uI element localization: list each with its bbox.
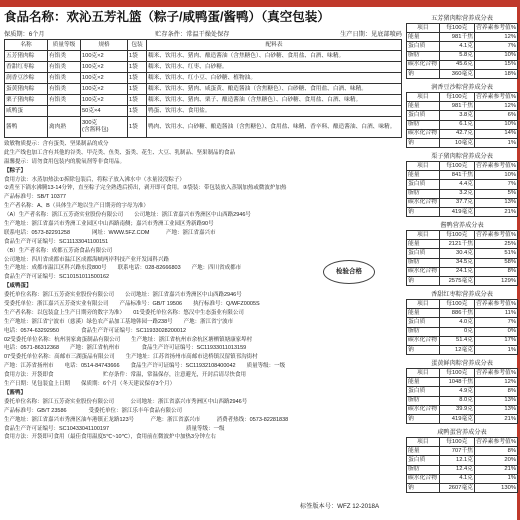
body-line: 食用方法：开袋即可食用（最佳食用温度5℃~10℃），食用前在微波炉中加热3分钟左右	[4, 434, 217, 441]
cell-grade: 有馅类	[48, 51, 81, 62]
nutrition-header-row	[407, 369, 518, 378]
nutrition-row	[407, 189, 518, 198]
col-header-ingredients: 配料表	[147, 40, 402, 51]
nutrient-name: 脂肪	[407, 327, 440, 336]
nutrition-row	[407, 396, 518, 405]
nutrient-amount: 2607毫克	[439, 483, 475, 492]
nutrition-table-title: 栗子猪肉粽营养成分表	[431, 153, 493, 160]
meta-row	[4, 31, 402, 38]
body-line: 公司地址：四川省成都市温江区成都海峡两岸科技产业开发园科兴路	[4, 256, 170, 263]
nutrition-table	[406, 428, 518, 493]
cell-spec: 100克×2	[81, 95, 128, 106]
inspection-stamp: 检验合格	[323, 260, 375, 284]
nutrition-row	[407, 138, 518, 147]
nutrient-name: 钠	[407, 276, 440, 285]
table-row	[5, 95, 402, 106]
nutrient-nrv: 1%	[475, 138, 518, 147]
nutrient-amount: 1048千焦	[439, 378, 475, 387]
nutrient-amount: 12毫克	[439, 345, 474, 354]
nutrient-nrv: 7%	[475, 180, 518, 189]
nutrition-row	[407, 483, 518, 492]
nutrition-row	[407, 258, 518, 267]
body-line: 产地：江苏省扬州市 电话：0514-84743666 食品生产许可证编号：SC11932108400042 质量等级：一级	[4, 363, 286, 370]
nutrient-name: 钠	[407, 345, 440, 354]
cell-spec	[81, 117, 128, 138]
cell-grade: 禽肉熟	[48, 117, 81, 138]
col-header-pack: 包装	[128, 40, 147, 51]
nutrient-nrv: 14%	[475, 129, 518, 138]
nutrient-name: 钠	[407, 138, 440, 147]
nutrient-amount: 360毫克	[439, 69, 474, 78]
nutrient-name: 碳水化合物	[407, 198, 440, 207]
nutrition-table-title: 蛋黄鲜肉粽营养成分表	[431, 360, 493, 367]
nutrition-col-header: 每100克	[439, 300, 474, 309]
nutrient-name: 碳水化合物	[407, 267, 440, 276]
nutrition-header-row	[407, 162, 518, 171]
nutrition-row	[407, 249, 518, 258]
cell-ingredients: 糯米、饮用水、猪肉、栗子、酿造酱油（含焦糖色）、白砂糖、食用盐、白酒、味精。	[147, 95, 402, 106]
nutrition-row	[407, 207, 518, 216]
cell-spec: 100克×2	[81, 62, 128, 73]
cell-name: 咸鸭蛋	[5, 106, 48, 117]
nutrition-col-header: 每100克	[439, 162, 474, 171]
nutrition-row	[407, 336, 518, 345]
nutrient-name: 钠	[407, 483, 440, 492]
nutrition-row	[407, 240, 518, 249]
nutrition-col-header: 项目	[407, 231, 440, 240]
nutrient-nrv: 129%	[475, 276, 518, 285]
nutrient-name: 脂肪	[407, 258, 440, 267]
nutrition-col-header: 项目	[407, 93, 440, 102]
nutrition-col-header: 营养素参考值%	[475, 300, 518, 309]
nutrient-nrv: 0%	[475, 327, 518, 336]
table-row	[5, 51, 402, 62]
cell-ingredients: 糯米、饮用水、红枣、白砂糖。	[147, 62, 402, 73]
nutrition-row	[407, 198, 518, 207]
nutrient-name: 蛋白质	[407, 42, 440, 51]
table-row	[5, 106, 402, 117]
nutrient-amount: 2575毫克	[439, 276, 475, 285]
cell-spec: 100克×2	[81, 84, 128, 95]
nutrient-name: 碳水化合物	[407, 405, 440, 414]
body-text	[4, 140, 400, 442]
nutrient-name: 能量	[407, 447, 440, 456]
col-header-spec: 规格	[81, 40, 128, 51]
nutrition-col-header: 每100克	[439, 231, 475, 240]
body-line: 产品标准号：GB/T 23586 受委托单位：浙江乐丰年食品有限公司	[4, 407, 183, 414]
nutrition-row	[407, 378, 518, 387]
nutrient-name: 脂肪	[407, 465, 440, 474]
nutrient-name: 蛋白质	[407, 249, 440, 258]
nutrient-nrv: 25%	[475, 240, 518, 249]
nutrient-name: 蛋白质	[407, 318, 440, 327]
nutrient-nrv: 12%	[475, 102, 518, 111]
body-line: 联系电话：0573-82291258 网址：WWW.5FZ.COM 产地：浙江省嘉兴市	[4, 229, 216, 236]
nutrient-name: 脂肪	[407, 51, 440, 60]
cell-spec: 100克×2	[81, 51, 128, 62]
body-line: 电话：0571-86312368 产地：浙江省杭州市 食品生产许可证编号：SC11933011013159	[4, 345, 247, 352]
section-heading: 【酱鸭】	[4, 389, 27, 396]
nutrition-table	[406, 290, 518, 355]
nutrition-table-title: 润香豆沙粽营养成分表	[431, 84, 493, 91]
nutrient-amount: 981千焦	[439, 33, 474, 42]
table-row	[5, 62, 402, 73]
cell-name: 香甜红枣粽	[5, 62, 48, 73]
nutrient-nrv: 1%	[475, 474, 518, 483]
nutrition-row	[407, 60, 518, 69]
nutrient-name: 能量	[407, 378, 440, 387]
body-line: 生产地址：浙江省宁波市（慈溪）绿色农产品加工基地韩园一路238号 产地：浙江省宁波市	[4, 318, 234, 325]
nutrient-nrv: 20%	[475, 456, 518, 465]
body-line: 食品生产许可证编号：SC10151011500162	[4, 274, 110, 281]
body-line: 产品标准号：SB/T 10377	[4, 194, 66, 201]
cell-pack: 1袋	[128, 51, 147, 62]
nutrition-header-row	[407, 231, 518, 240]
nutrient-nrv: 11%	[475, 309, 518, 318]
nutrient-nrv: 1%	[475, 345, 518, 354]
nutrient-nrv: 10%	[475, 120, 518, 129]
nutrition-row	[407, 267, 518, 276]
nutrient-amount: 5.8克	[439, 51, 474, 60]
product-title: 食品名称：欢沁五芳礼篮（粽子/咸鸭蛋/酱鸭）（真空包装）	[4, 10, 330, 24]
nutrient-amount: 12.1克	[439, 456, 475, 465]
nutrition-row	[407, 456, 518, 465]
nutrient-nrv: 8%	[475, 387, 518, 396]
nutrition-col-header: 营养素参考值%	[475, 162, 518, 171]
nutrition-col-header: 每100克	[439, 369, 475, 378]
nutrient-nrv: 12%	[475, 33, 518, 42]
nutrition-row	[407, 171, 518, 180]
cell-ingredients: 鸭肉、饮用水、白砂糖、酿造酱油（含焦糖色）、食用盐、味精、香辛料、酿造酱油、白酒、味精。	[147, 117, 402, 138]
nutrient-nrv: 21%	[475, 207, 518, 216]
nutrition-table-title: 香甜红枣粽营养成分表	[431, 291, 493, 298]
body-line: 生产地址：成都市温江区科兴路东段800号 联系电话：028-82666803 产地：四川省成都市	[4, 265, 242, 272]
duck-spec-note: (含酱料包)	[82, 127, 109, 133]
body-line: 食品生产许可证编号：SC11133041100151	[4, 238, 109, 245]
cell-ingredients: 糯米、饮用水、猪肉、酿造酱油（含焦糖色）、白砂糖、食用盐、白酒、味精。	[147, 51, 402, 62]
nutrient-amount: 0克	[439, 327, 474, 336]
body-line: 生产者名称：A、B（具体生产地以生产日期旁的字母为准）	[4, 203, 149, 210]
nutrient-amount: 12.4克	[439, 465, 475, 474]
nutrient-name: 蛋白质	[407, 180, 440, 189]
nutrient-amount: 39.9克	[439, 405, 475, 414]
nutrient-name: 钠	[407, 414, 440, 423]
nutrient-amount: 4.1克	[439, 474, 475, 483]
nutrition-row	[407, 309, 518, 318]
nutrient-amount: 51.4克	[439, 336, 474, 345]
nutrition-row	[407, 129, 518, 138]
cell-name: 蛋黄猪肉粽	[5, 84, 48, 95]
nutrition-col-header: 每100克	[439, 93, 474, 102]
nutrient-name: 碳水化合物	[407, 129, 440, 138]
ingredient-table-header	[5, 40, 402, 51]
nutrient-nrv: 7%	[475, 42, 518, 51]
body-line: 生产者名称：以包装盒上生产日期旁的数字为准） 01受委托单位名称：悠汉中生态蛋业有限公司	[4, 309, 244, 316]
nutrient-nrv: 21%	[475, 414, 518, 423]
nutrition-row	[407, 465, 518, 474]
nutrition-row	[407, 42, 518, 51]
nutrient-nrv: 18%	[475, 69, 518, 78]
cell-spec: 100克×2	[81, 73, 128, 84]
nutrient-name: 脂肪	[407, 189, 440, 198]
nutrition-col-header: 营养素参考值%	[475, 93, 518, 102]
nutrition-header-row	[407, 93, 518, 102]
nutrient-name: 能量	[407, 309, 440, 318]
body-line: 致敏物质提示：含有蛋类、坚果制品的成分	[4, 141, 109, 147]
body-line: 02受委托单位名称：杭州羽家禽蛋制品有限公司 生产地址：浙江省杭州市余杭区塘栖镇塘康家埠村	[4, 336, 253, 343]
nutrition-header-row	[407, 300, 518, 309]
nutrition-row	[407, 33, 518, 42]
nutrient-name: 蛋白质	[407, 387, 440, 396]
body-line: 生产地址：浙江省嘉兴市秀洲工业园区中山西路南侧；嘉兴市秀洲工业园区秀新路90号	[4, 221, 214, 228]
nutrition-row	[407, 51, 518, 60]
nutrient-amount: 3.8克	[439, 111, 474, 120]
cell-pack: 1袋	[128, 62, 147, 73]
nutrient-amount: 2121千焦	[439, 240, 475, 249]
nutrient-amount: 24.1克	[439, 267, 475, 276]
duck-spec: 300克	[82, 120, 98, 127]
body-line: 食用方法：水蒸加热法①拆除包装后，将粽子放入沸水中（水量浸没粽子）	[4, 176, 185, 183]
nutrient-name: 碳水化合物	[407, 336, 440, 345]
nutrient-name: 蛋白质	[407, 456, 440, 465]
nutrient-amount: 8.0克	[439, 396, 475, 405]
col-header-grade: 质量等级	[48, 40, 81, 51]
col-header-name: 名称	[5, 40, 48, 51]
body-line: 食品生产许可证编号：SC10433041100197 质量等级：一级	[4, 425, 225, 432]
nutrient-name: 碳水化合物	[407, 474, 440, 483]
nutrition-table	[406, 359, 518, 424]
cell-grade: 有馅类	[48, 73, 81, 84]
nutrient-nrv: 8%	[475, 447, 518, 456]
nutrition-row	[407, 111, 518, 120]
nutrient-nrv: 15%	[475, 60, 518, 69]
nutrient-amount: 4.4克	[439, 180, 474, 189]
nutrition-row	[407, 69, 518, 78]
nutrition-col-header: 营养素参考值%	[475, 24, 518, 33]
nutrition-col-header: 项目	[407, 369, 440, 378]
cell-pack: 1袋	[128, 117, 147, 138]
nutrition-row	[407, 327, 518, 336]
nutrient-nrv: 10%	[475, 171, 518, 180]
shelf-life: 保质期：6个月	[4, 31, 45, 38]
section-heading: 【咸鸭蛋】	[4, 283, 32, 290]
nutrient-amount: 3.2克	[439, 189, 474, 198]
body-line: 此生产线也加工含有其他的谷类、甲壳类、鱼类、蛋类、花生、大豆、乳制品、坚果制品的食品	[4, 149, 236, 156]
nutrient-name: 钠	[407, 207, 440, 216]
body-line: （A）生产者名称：浙江五芳斋实业股份有限公司 公司地址：浙江省嘉兴市秀洲区中山西路2946号	[4, 212, 251, 219]
nutrient-name: 脂肪	[407, 396, 440, 405]
cell-pack: 1袋	[128, 95, 147, 106]
nutrition-row	[407, 318, 518, 327]
nutrition-row	[407, 120, 518, 129]
cell-ingredients: 糯米、饮用水、猪肉、咸蛋黄、酿造酱油（含焦糖色）、白砂糖、食用盐、白酒、味精。	[147, 84, 402, 95]
body-line: 委托单位名称：浙江五芳斋实业股份有限公司 公司地址：浙江省嘉兴市秀洲区中山西路2946号	[4, 398, 248, 405]
nutrient-nrv: 130%	[475, 483, 518, 492]
storage-condition: 贮存条件：常温干燥处保存	[155, 31, 230, 38]
nutrient-amount: 4.9克	[439, 387, 475, 396]
nutrient-amount: 981千焦	[439, 102, 474, 111]
cell-name: 酱鸭	[5, 117, 48, 138]
nutrition-col-header: 项目	[407, 438, 440, 447]
nutrition-col-header: 每100克	[439, 438, 475, 447]
cell-spec: 50克×4	[81, 106, 128, 117]
nutrition-col-header: 项目	[407, 162, 440, 171]
body-line: 受委托单位：浙江嘉兴五芳斋实业有限公司 产品标准号：GB/T 19506 执行标准号：Q/WFZ0005S	[4, 301, 260, 308]
nutrient-nrv: 7%	[475, 318, 518, 327]
nutrition-row	[407, 180, 518, 189]
cell-grade: 有馅类	[48, 62, 81, 73]
nutrition-table-title: 五芳猪肉粽营养成分表	[431, 15, 493, 22]
nutrition-col-header: 每100克	[439, 24, 474, 33]
nutrition-table	[406, 14, 518, 79]
nutrition-row	[407, 276, 518, 285]
cell-pack: 1袋	[128, 106, 147, 117]
nutrition-col-header: 营养素参考值%	[475, 231, 518, 240]
cell-grade: 有馅类	[48, 95, 81, 106]
nutrient-nrv: 51%	[475, 249, 518, 258]
body-line: （B）生产者名称：成都五芳斋食品有限公司	[4, 247, 113, 254]
nutrition-col-header: 营养素参考值%	[475, 438, 518, 447]
nutrition-row	[407, 447, 518, 456]
body-line: 电话：0574-63292950 食品生产许可证编号：SC11933028200012	[4, 327, 187, 334]
nutrient-amount: 4.1克	[439, 42, 474, 51]
cell-name: 栗子猪肉粽	[5, 95, 48, 106]
nutrient-nrv: 5%	[475, 189, 518, 198]
nutrient-amount: 10毫克	[439, 138, 474, 147]
nutrition-col-header: 项目	[407, 300, 440, 309]
cell-name: 润香豆沙粽	[5, 73, 48, 84]
nutrition-header-row	[407, 24, 518, 33]
nutrient-amount: 707千焦	[439, 447, 475, 456]
body-line: 生产日期：见包装盒上日期 保质期：6个月（冬天建议保存3个月）	[4, 381, 176, 388]
nutrition-row	[407, 474, 518, 483]
body-line: 温馨提示：请勿食用包装内的脱氧剂等非食用品。	[4, 158, 126, 165]
label-version: 标签版本号：WFZ 12-2018A	[300, 503, 380, 510]
nutrient-amount: 4.0克	[439, 318, 474, 327]
nutrient-nrv: 13%	[475, 405, 518, 414]
nutrient-nrv: 13%	[475, 396, 518, 405]
cell-pack: 1袋	[128, 73, 147, 84]
body-line: 生产地址：浙江省嘉兴市秀洲区油车港镇正龙路123号 产地：浙江省嘉兴市 消费者热线：0573-82281838	[4, 416, 289, 423]
nutrient-nrv: 21%	[475, 465, 518, 474]
nutrient-amount: 34.5克	[439, 258, 475, 267]
nutrient-nrv: 8%	[475, 267, 518, 276]
nutrient-name: 钠	[407, 69, 440, 78]
nutrient-amount: 6.1克	[439, 120, 474, 129]
table-row	[5, 73, 402, 84]
nutrient-name: 能量	[407, 33, 440, 42]
nutrient-amount: 30.4克	[439, 249, 475, 258]
body-line: 委托单位名称：浙江五芳斋实业股份有限公司 公司地址：浙江省嘉兴市秀洲区中山西路2946号	[4, 292, 242, 299]
ingredient-table	[4, 39, 402, 138]
table-row	[5, 84, 402, 95]
cell-pack: 1袋	[128, 84, 147, 95]
nutrient-nrv: 10%	[475, 51, 518, 60]
body-line: ②煮至下锅水沸腾13-14分钟，直至粽子完全熟透后捞出，剥开即可食用。③袋装：带包装放入蒸锅加热或微波炉加热	[4, 185, 287, 192]
nutrition-row	[407, 102, 518, 111]
top-border	[0, 0, 520, 7]
body-line: 食用方法：开袋即食 贮存条件：常温，常温保存，注意避光，开封后请尽快食用	[4, 372, 247, 379]
nutrient-name: 能量	[407, 240, 440, 249]
nutrient-amount: 419毫克	[439, 414, 475, 423]
nutrition-table-title: 酱鸭营养成分表	[440, 222, 484, 229]
body-line: 07受委托单位名称：高邮市三湖蛋品有限公司 生产地址：江苏省扬州市高邮市送桥镇汉留镇邗沟街村	[4, 354, 258, 361]
nutrient-amount: 42.7克	[439, 129, 474, 138]
cell-ingredients: 糯米、饮用水、红小豆、白砂糖、植物油。	[147, 73, 402, 84]
nutrition-table	[406, 152, 518, 217]
nutrient-amount: 841千焦	[439, 171, 474, 180]
nutrient-name: 能量	[407, 171, 440, 180]
nutrition-row	[407, 345, 518, 354]
nutrition-row	[407, 387, 518, 396]
nutrient-name: 脂肪	[407, 120, 440, 129]
nutrient-name: 蛋白质	[407, 111, 440, 120]
cell-grade: 有馅类	[48, 84, 81, 95]
cell-ingredients: 鸭蛋、饮用水、食用盐。	[147, 106, 402, 117]
nutrient-amount: 37.7克	[439, 198, 474, 207]
nutrient-nrv: 58%	[475, 258, 518, 267]
cell-grade	[48, 106, 81, 117]
nutrient-nrv: 6%	[475, 111, 518, 120]
nutrient-amount: 886千焦	[439, 309, 474, 318]
nutrient-nrv: 13%	[475, 198, 518, 207]
nutrition-table	[406, 221, 518, 286]
nutrition-header-row	[407, 438, 518, 447]
nutrient-name: 碳水化合物	[407, 60, 440, 69]
nutrient-nrv: 12%	[475, 378, 518, 387]
nutrient-nrv: 17%	[475, 336, 518, 345]
nutrient-amount: 419毫克	[439, 207, 474, 216]
nutrition-row	[407, 414, 518, 423]
nutrition-table	[406, 83, 518, 148]
nutrition-table-title: 咸鸭蛋营养成分表	[437, 429, 487, 436]
nutrition-col-header: 营养素参考值%	[475, 369, 518, 378]
nutrient-amount: 45.6克	[439, 60, 474, 69]
nutrient-name: 能量	[407, 102, 440, 111]
nutrition-col-header: 项目	[407, 24, 440, 33]
section-heading: 【粽子】	[4, 167, 27, 174]
production-date: 生产日期：见底部喷码	[340, 31, 402, 38]
nutrition-row	[407, 405, 518, 414]
cell-name: 五芳猪肉粽	[5, 51, 48, 62]
table-row	[5, 117, 402, 138]
